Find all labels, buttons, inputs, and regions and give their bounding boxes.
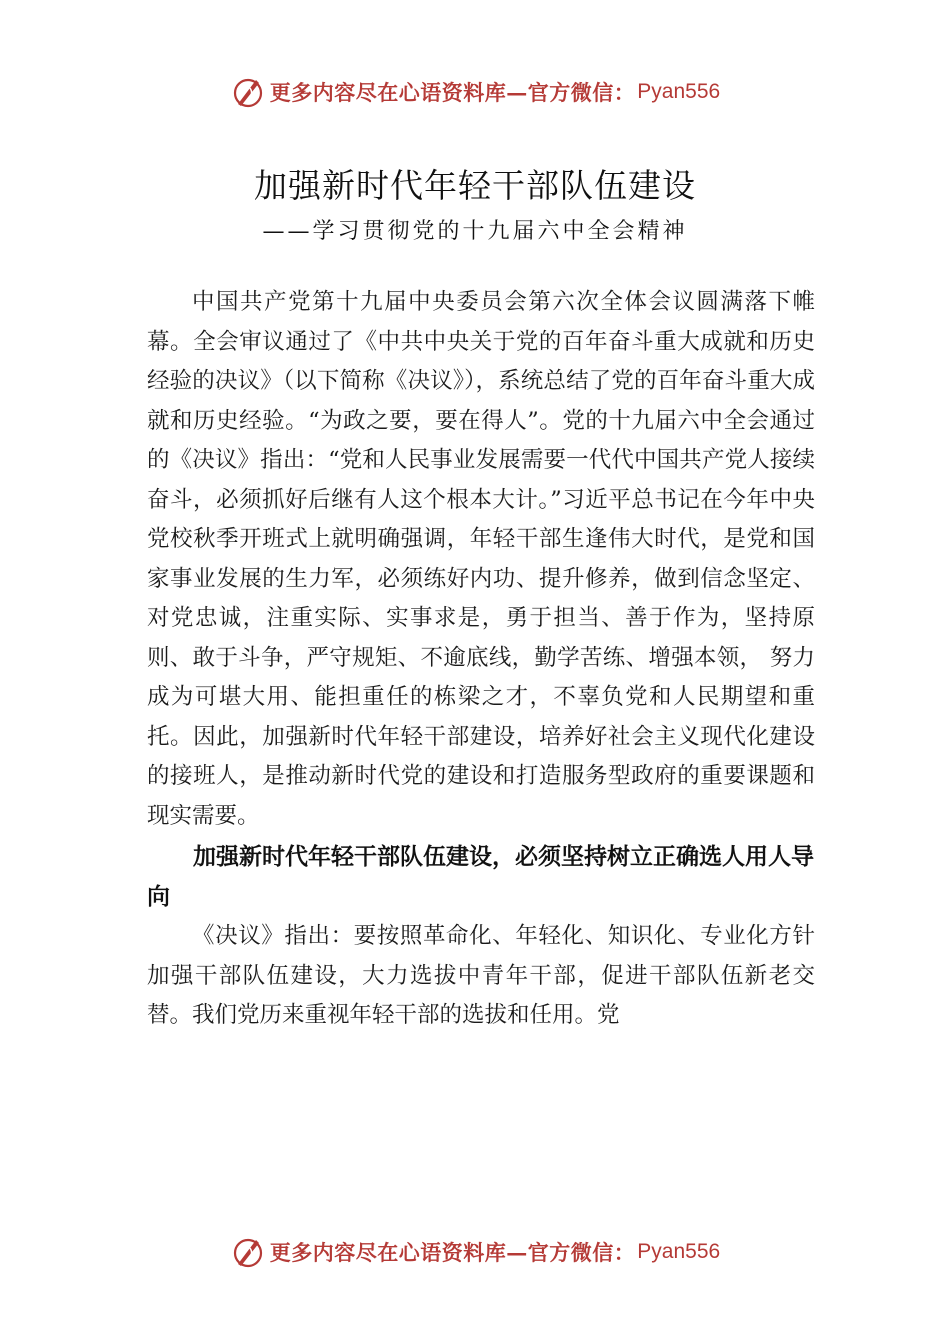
- document-body: [147, 283, 815, 1036]
- section-heading: 加强新时代年轻干部队伍建设，必须坚持树立正确选人用人导向: [147, 844, 814, 910]
- banner-text: 更多内容尽在心语资料库—官方微信：: [269, 1240, 636, 1265]
- pen-circle-icon: [230, 1234, 266, 1270]
- banner-wechat-id: Pyan556: [637, 80, 721, 103]
- banner-wechat-id: Pyan556: [637, 1240, 721, 1263]
- pen-circle-icon: [230, 74, 266, 110]
- paragraph: 中国共产党第十九届中央委员会第六次全体会议圆满落下帷幕。全会审议通过了《中共中央关于党的百年奋斗重大成就和历史经验的决议》（以下简称《决议》），系统总结了党的百年奋斗重大成就和历史经验。“为政之要，要在得人”。党的十九届六中全会通过的《决议》指出：“党和人民事业发展需要一代代中国共产党人接续奋斗，必须抓好后继有人这个根本大计。”习近平总书记在今年中央党校秋季开班式上就明确强调，年轻干部生逢伟大时代，是党和国家事业发展的生力军，必须练好内功、提升修养，做到信念坚定、对党忠诚，注重实际、实事求是，勇于担当、善于作为，坚持原则、敢于斗争，严守规矩、不逾底线，勤学苦练、增强本领， 努力成为可堪大用、能担重任的栋梁之才，不辜负党和人民期望和重托。因此，加强新时代年轻干部建设，培养好社会主义现代化建设的接班人，是推动新时代党的建设和打造服务型政府的重要课题和现实需要。: [147, 289, 815, 829]
- banner-text: 更多内容尽在心语资料库—官方微信：: [269, 80, 636, 105]
- footer-banner: [0, 1232, 950, 1272]
- document-title: 加强新时代年轻干部队伍建设: [254, 166, 696, 205]
- paragraph: 《决议》指出：要按照革命化、年轻化、知识化、专业化方针加强干部队伍建设，大力选拔中青年干部，促进干部队伍新老交替。我们党历来重视年轻干部的选拔和任用。党: [147, 923, 815, 1028]
- header-banner: [0, 72, 950, 112]
- document-subtitle: ——学习贯彻党的十九届六中全会精神: [262, 219, 688, 244]
